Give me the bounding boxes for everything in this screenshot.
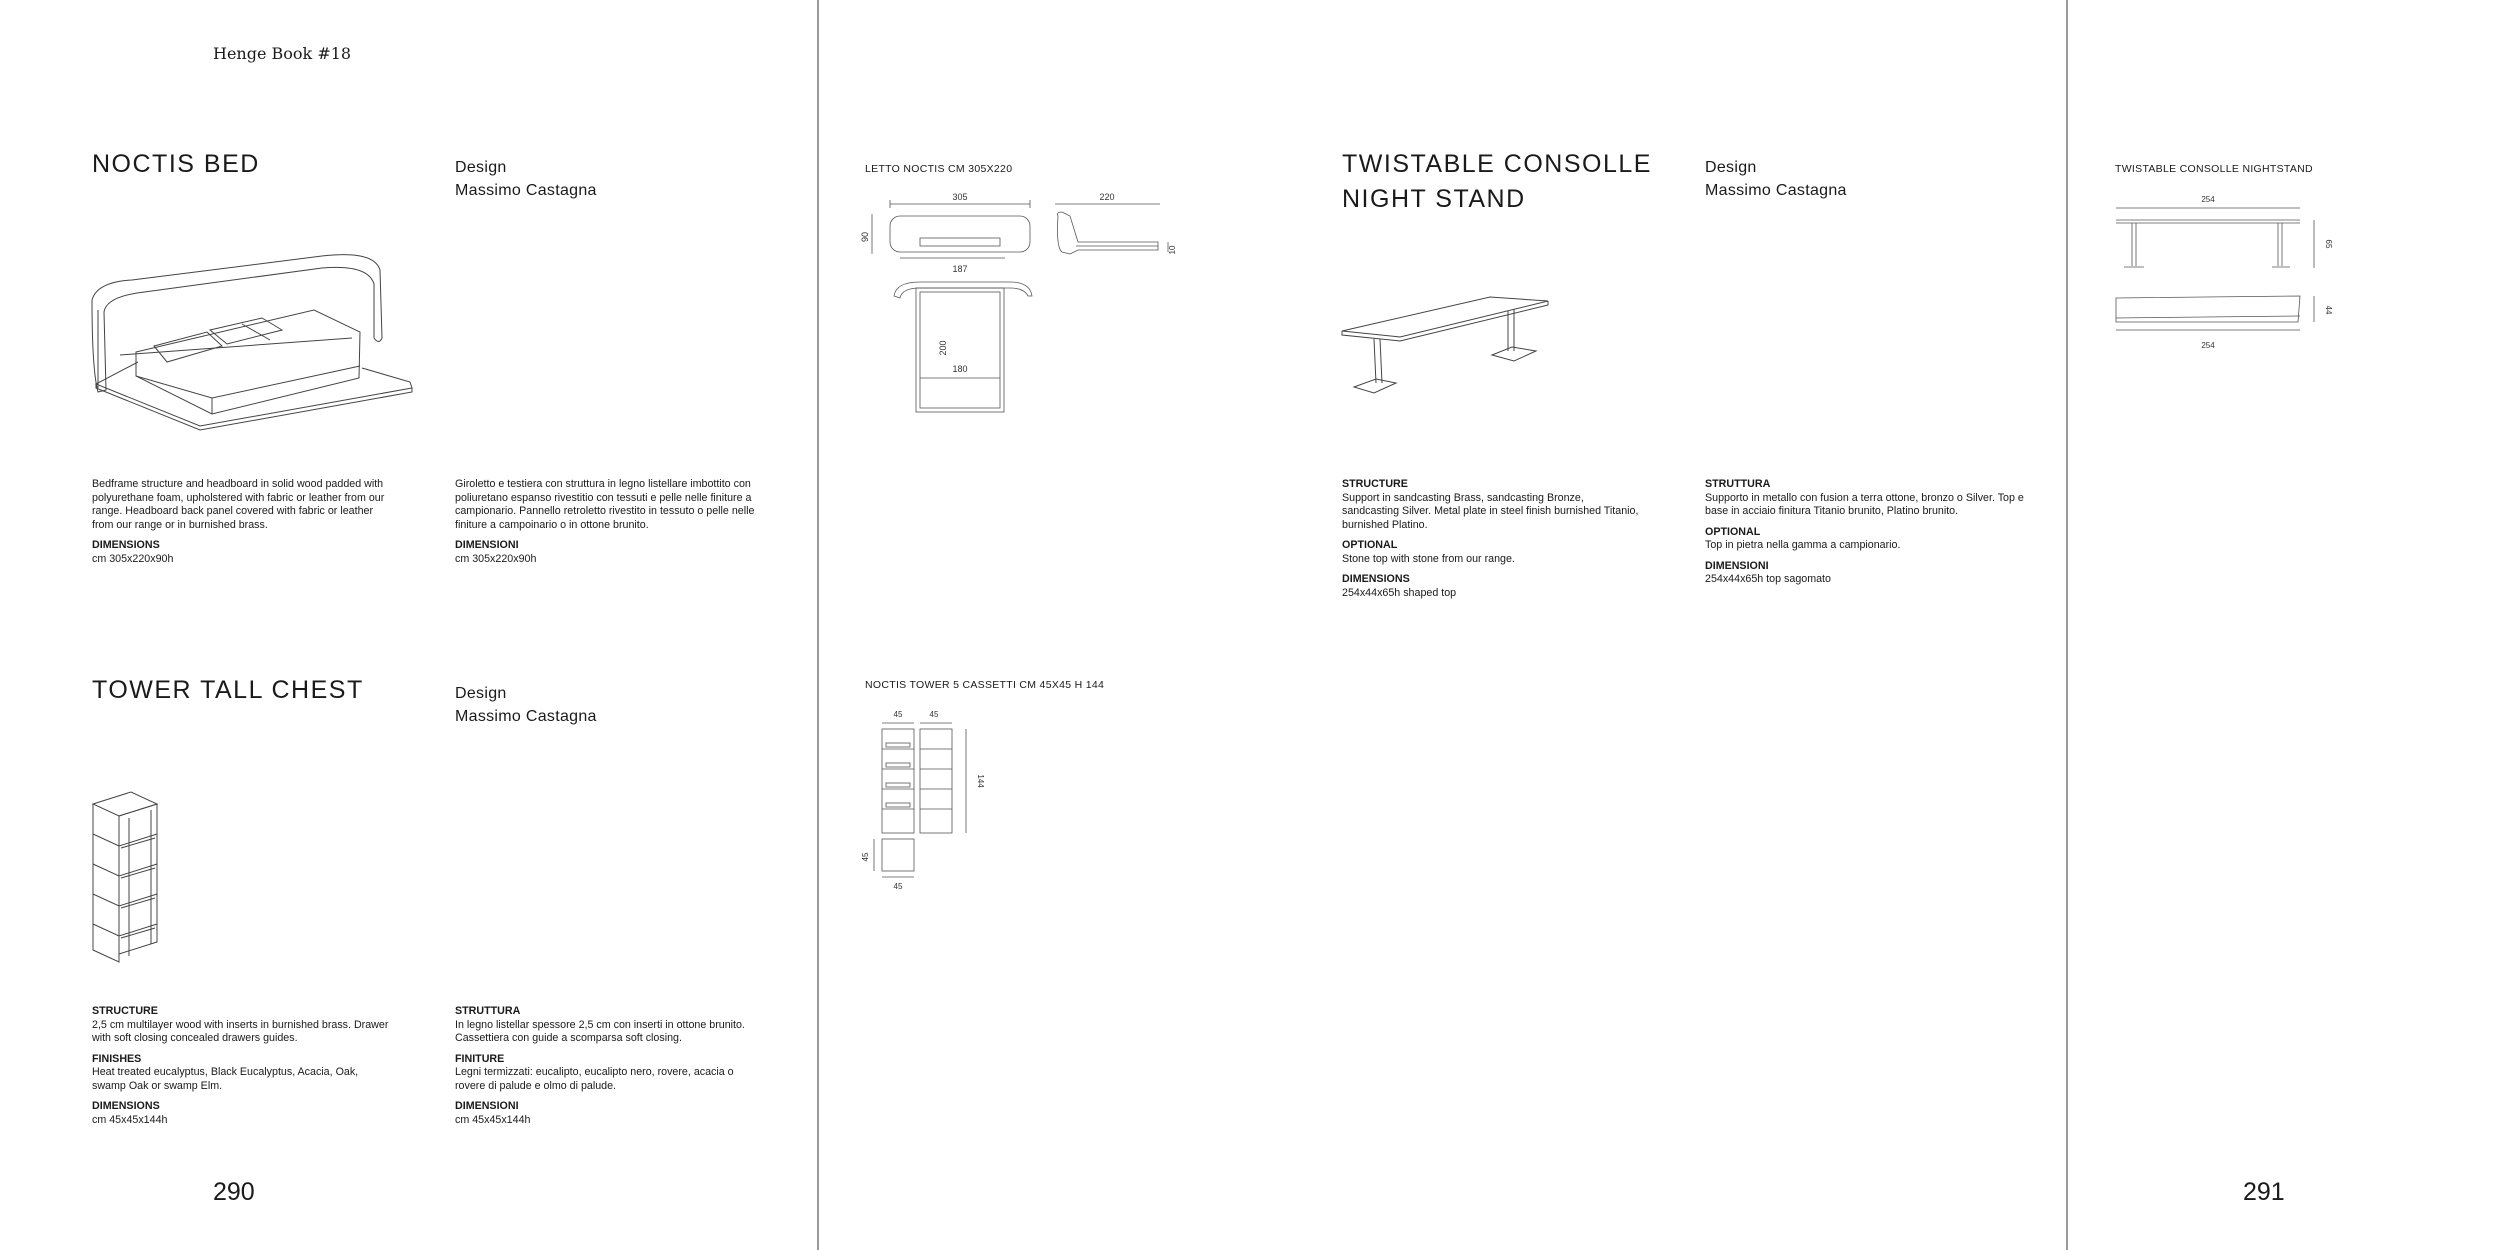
bed-description-en <box>92 478 392 566</box>
consolle-struttura-heading: STRUTTURA <box>1705 478 1771 490</box>
chest-finiture-text: Legni termizzati: eucalipto, eucalipto nero, rovere, acacia o rovere di palude e olmo di palude. <box>455 1066 734 1092</box>
consolle-dimensioni-heading: DIMENSIONI <box>1705 559 1769 572</box>
consolle-dimensions-heading: DIMENSIONS <box>1342 573 1410 585</box>
chest-dimensioni-heading: DIMENSIONI <box>455 1100 519 1112</box>
designer-name: Massimo Castagna <box>455 708 597 725</box>
noctis-bed-technical-drawing <box>860 190 1190 420</box>
consolle-description-en <box>1342 478 1642 600</box>
dim-length-200: 200 <box>938 340 948 356</box>
product-title-tower-tall-chest: TOWER TALL CHEST <box>92 676 364 704</box>
dim-tower-plan-side: 45 <box>861 852 870 862</box>
designer-block-bed <box>455 156 597 202</box>
dim-tower-plan-bottom: 45 <box>893 882 903 891</box>
dim-tower-height: 144 <box>976 774 985 788</box>
bed-description-it <box>455 478 765 566</box>
dim-depth-44: 44 <box>2324 305 2333 315</box>
dim-top-width: 254 <box>2201 195 2215 204</box>
chest-finishes-heading: FINISHES <box>92 1052 142 1065</box>
noctis-bed-illustration <box>92 250 422 430</box>
twistable-consolle-illustration <box>1340 295 1560 405</box>
consolle-struttura-text: Supporto in metallo con fusion a terra ottone, bronzo o Silver. Top e base in acciaio finitura Titanio brunito, Platino brunito. <box>1705 491 2024 517</box>
consolle-structure-heading: STRUCTURE <box>1342 478 1408 490</box>
designer-block-consolle <box>1705 156 1847 202</box>
chest-finiture-heading: FINITURE <box>455 1052 505 1065</box>
bed-dimensions-heading: DIMENSIONS <box>92 539 160 551</box>
tower-drawing-label: NOCTIS TOWER 5 CASSETTI CM 45X45 H 144 <box>865 679 1105 691</box>
bed-dimensioni-value: cm 305x220x90h <box>455 552 537 565</box>
consolle-optional-it-text: Top in pietra nella gamma a campionario. <box>1705 539 1901 551</box>
chest-structure-text: 2,5 cm multilayer wood with inserts in burnished brass. Drawer with soft closing concealed drawers guides. <box>92 1018 389 1044</box>
product-title-noctis-bed: NOCTIS BED <box>92 150 260 178</box>
chest-description-it <box>455 1005 755 1127</box>
dim-width-305: 305 <box>952 192 968 202</box>
consolle-optional-it-heading: OPTIONAL <box>1705 525 1761 538</box>
twistable-consolle-technical-drawing <box>2112 190 2342 360</box>
bed-description-text: Bedframe structure and headboard in solid wood padded with polyurethane foam, upholstered with fabric or leather from our range. Headboard back panel covered with fabric or leather from our range or in burnished brass. <box>92 478 385 531</box>
bed-drawing-label: LETTO NOCTIS CM 305X220 <box>865 163 1013 175</box>
chest-description-en <box>92 1005 392 1127</box>
dim-tower-w1: 45 <box>893 710 903 719</box>
design-label: Design <box>1705 159 1757 176</box>
title-line-2: NIGHT STAND <box>1342 185 1526 213</box>
consolle-structure-text: Support in sandcasting Brass, sandcasting Bronze, sandcasting Silver. Metal plate in steel finish burnished Titanio, burnished Platino. <box>1342 491 1639 531</box>
page-number-right: 291 <box>2243 1178 2285 1206</box>
chest-struttura-text: In legno listellar spessore 2,5 cm con inserti in ottone brunito. Cassettiera con guide a scomparsa soft closing. <box>455 1018 745 1044</box>
page-divider-left <box>817 0 819 1250</box>
dim-bottom-width: 254 <box>2201 341 2215 350</box>
dim-height-90: 90 <box>860 231 870 243</box>
designer-name: Massimo Castagna <box>455 182 597 199</box>
chest-dimensions-heading: DIMENSIONS <box>92 1100 160 1112</box>
chest-dimensioni-value: cm 45x45x144h <box>455 1113 531 1126</box>
dim-height-65: 65 <box>2324 239 2333 249</box>
title-line-1: TWISTABLE CONSOLLE <box>1342 150 1652 178</box>
design-label: Design <box>455 159 507 176</box>
consolle-optional-text: Stone top with stone from our range. <box>1342 552 1515 565</box>
page-number-left: 290 <box>213 1178 255 1206</box>
dim-depth-220: 220 <box>1099 192 1115 202</box>
tower-chest-illustration <box>91 790 161 960</box>
designer-block-chest <box>455 682 597 728</box>
dim-side-10: 10 <box>1168 245 1177 255</box>
design-label: Design <box>455 685 507 702</box>
dim-base-180: 180 <box>952 364 968 374</box>
dim-tower-w2: 45 <box>929 710 939 719</box>
chest-struttura-heading: STRUTTURA <box>455 1005 521 1017</box>
consolle-dimensioni-value: 254x44x65h top sagomato <box>1705 573 1831 585</box>
chest-finishes-text: Heat treated eucalyptus, Black Eucalyptus, Acacia, Oak, swamp Oak or swamp Elm. <box>92 1066 359 1092</box>
book-header: Henge Book #18 <box>213 44 352 63</box>
product-title-twistable-consolle <box>1342 147 1652 217</box>
page-divider-right <box>2066 0 2068 1250</box>
chest-dimensions-value: cm 45x45x144h <box>92 1113 168 1126</box>
designer-name: Massimo Castagna <box>1705 182 1847 199</box>
dim-inner-187: 187 <box>952 264 968 274</box>
consolle-description-it <box>1705 478 2035 587</box>
consolle-dimensions-value: 254x44x65h shaped top <box>1342 586 1457 599</box>
noctis-tower-technical-drawing <box>860 705 985 895</box>
consolle-drawing-label: TWISTABLE CONSOLLE NIGHTSTAND <box>2115 163 2313 175</box>
bed-dimensions-value: cm 305x220x90h <box>92 552 174 565</box>
bed-description-it-text: Giroletto e testiera con struttura in legno listellare imbottito con poliuretano espanso rivestitio con tessuti e pelle nelle finiture a campionario. Pannello retroletto rivestito in tessuto o pelle nelle finiture a campoinario o in ottone brunito. <box>455 478 755 531</box>
chest-structure-heading: STRUCTURE <box>92 1005 158 1017</box>
bed-dimensioni-heading: DIMENSIONI <box>455 539 519 551</box>
consolle-optional-heading: OPTIONAL <box>1342 539 1398 551</box>
